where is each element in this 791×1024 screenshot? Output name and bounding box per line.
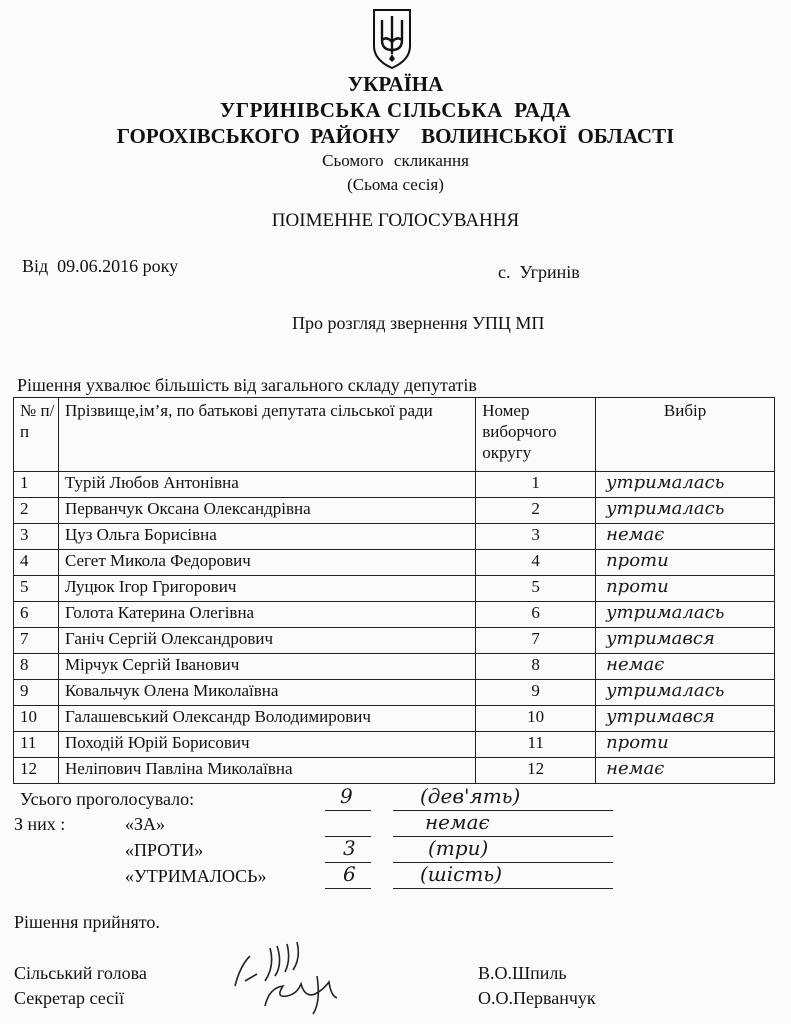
table-row: [14, 732, 775, 758]
of-them-label: З них :: [14, 814, 66, 834]
utr-words-line: [393, 888, 613, 889]
total-words: (дев'ять): [420, 784, 521, 808]
vote-choice: утрималась: [596, 602, 775, 628]
deputy-name: Неліпович Павліна Миколаївна: [58, 758, 475, 784]
district-number: 5: [476, 576, 596, 602]
total-value: 9: [340, 784, 353, 808]
proty-value: 3: [343, 836, 356, 860]
table-header-row: [14, 398, 775, 472]
district-number: 4: [476, 550, 596, 576]
total-value-line: [325, 810, 371, 811]
district-number: 10: [476, 706, 596, 732]
vote-choice: немає: [596, 654, 775, 680]
utrymalos-label: «УТРИМАЛОСЬ»: [125, 866, 267, 886]
col-header-district: Номер виборчого округу: [476, 398, 596, 472]
table-row: [14, 550, 775, 576]
proty-label: «ПРОТИ»: [125, 840, 204, 860]
row-number: 11: [14, 732, 59, 758]
row-number: 1: [14, 472, 59, 498]
deputy-name: Луцюк Ігор Григорович: [58, 576, 475, 602]
table-row: [14, 498, 775, 524]
row-number: 7: [14, 628, 59, 654]
table-row: [14, 524, 775, 550]
table-row: [14, 706, 775, 732]
utr-value: 6: [343, 862, 356, 886]
row-number: 5: [14, 576, 59, 602]
deputy-name: Цуз Ольга Борисівна: [58, 524, 475, 550]
deputy-name: Походій Юрій Борисович: [58, 732, 475, 758]
deputy-name: Голота Катерина Олегівна: [58, 602, 475, 628]
vote-choice: утрималась: [596, 498, 775, 524]
table-row: [14, 576, 775, 602]
table-row: [14, 654, 775, 680]
district-number: 9: [476, 680, 596, 706]
vote-choice: утримався: [596, 706, 775, 732]
document-place: с. Угринів: [498, 262, 580, 282]
district-number: 7: [476, 628, 596, 654]
row-number: 12: [14, 758, 59, 784]
secretary-name: О.О.Перванчук: [478, 988, 596, 1008]
total-voted-label: Усього проголосувало:: [20, 789, 195, 809]
convocation: Сьомого скликання: [322, 151, 469, 170]
utr-words: (шість): [420, 862, 503, 886]
vote-table: [13, 397, 775, 784]
district-number: 8: [476, 654, 596, 680]
vote-choice: утримався: [596, 628, 775, 654]
proty-words: (три): [428, 836, 489, 860]
handwritten-signature-icon: [205, 936, 365, 1016]
table-row: [14, 758, 775, 784]
vote-choice: немає: [596, 758, 775, 784]
decision-rule: Рішення ухвалює більшість від загального складу депутатів: [17, 375, 477, 395]
utr-value-line: [325, 888, 371, 889]
row-number: 6: [14, 602, 59, 628]
secretary-role: Секретар сесії: [14, 988, 125, 1008]
district-number: 2: [476, 498, 596, 524]
deputy-name: Турій Любов Антонівна: [58, 472, 475, 498]
country-title: УКРАЇНА: [347, 72, 444, 96]
za-words-line: [393, 836, 613, 837]
session: (Сьома сесія): [347, 175, 444, 194]
col-header-name: Прізвище,ім’я, по батькові депутата сільської ради: [58, 398, 475, 472]
district-number: 11: [476, 732, 596, 758]
table-row: [14, 602, 775, 628]
district-number: 3: [476, 524, 596, 550]
row-number: 8: [14, 654, 59, 680]
table-row: [14, 472, 775, 498]
vote-choice: проти: [596, 576, 775, 602]
row-number: 2: [14, 498, 59, 524]
trident-emblem-icon: [370, 6, 414, 70]
deputy-name: Ковальчук Олена Миколаївна: [58, 680, 475, 706]
row-number: 4: [14, 550, 59, 576]
table-row: [14, 628, 775, 654]
council-title: УГРИНІВСЬКА СІЛЬСЬКА РАДА: [219, 98, 572, 122]
row-number: 10: [14, 706, 59, 732]
vote-choice: проти: [596, 550, 775, 576]
za-label: «ЗА»: [125, 814, 166, 834]
row-number: 9: [14, 680, 59, 706]
row-number: 3: [14, 524, 59, 550]
col-header-number: № п/п: [14, 398, 59, 472]
deputy-name: Галашевський Олександр Володимирович: [58, 706, 475, 732]
vote-choice: проти: [596, 732, 775, 758]
district-number: 12: [476, 758, 596, 784]
document-title: ПОІМЕННЕ ГОЛОСУВАННЯ: [271, 210, 520, 231]
district-number: 1: [476, 472, 596, 498]
document-subject: Про розгляд звернення УПЦ МП: [292, 313, 545, 333]
district-number: 6: [476, 602, 596, 628]
vote-choice: утрималась: [596, 680, 775, 706]
table-row: [14, 680, 775, 706]
za-value: немає: [425, 810, 490, 834]
deputy-name: Мірчук Сергій Іванович: [58, 654, 475, 680]
vote-choice: немає: [596, 524, 775, 550]
head-role: Сільський голова: [14, 963, 147, 983]
deputy-name: Сегет Микола Федорович: [58, 550, 475, 576]
deputy-name: Перванчук Оксана Олександрівна: [58, 498, 475, 524]
district-title: ГОРОХІВСЬКОГО РАЙОНУ ВОЛИНСЬКОЇ ОБЛАСТІ: [116, 124, 675, 148]
deputy-name: Ганіч Сергій Олександрович: [58, 628, 475, 654]
decision-status: Рішення прийнято.: [14, 912, 160, 932]
col-header-vote: Вибір: [596, 398, 775, 472]
vote-choice: утрималась: [596, 472, 775, 498]
head-name: В.О.Шпиль: [478, 963, 567, 983]
document-date: Від 09.06.2016 року: [22, 256, 179, 276]
